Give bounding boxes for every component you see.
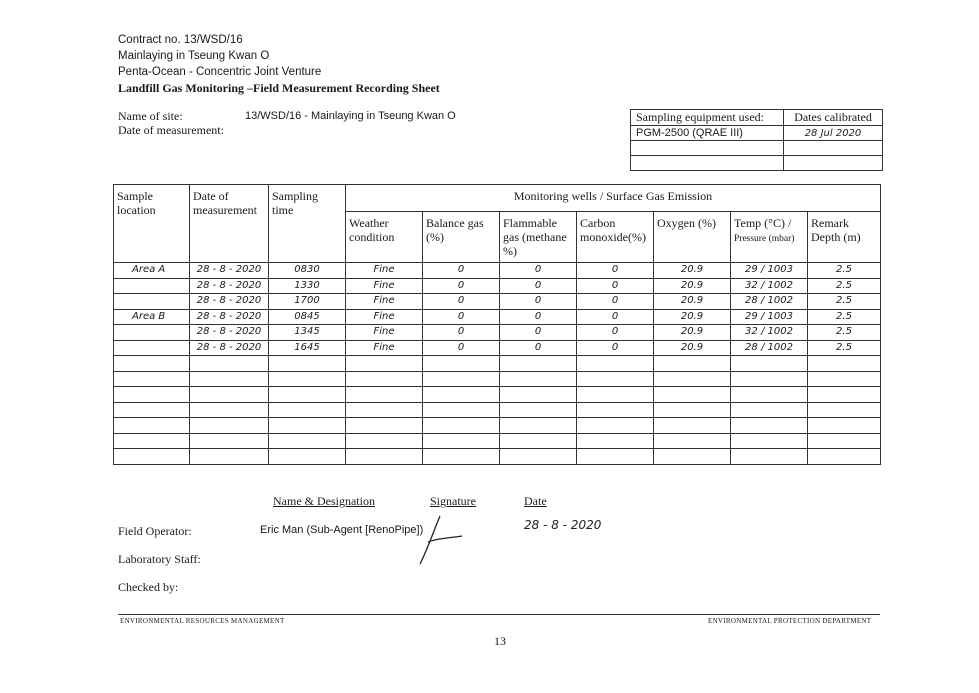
cell-loc xyxy=(114,387,190,403)
cell-balance: 0 xyxy=(423,340,500,356)
table-row xyxy=(114,356,881,372)
cell-tp: 32 / 1002 xyxy=(731,278,808,294)
cell-depth: 2.5 xyxy=(808,278,881,294)
cell-loc xyxy=(114,278,190,294)
cell-weather xyxy=(346,356,423,372)
cell-time xyxy=(269,402,346,418)
cell-o2 xyxy=(654,387,731,403)
cell-depth: 2.5 xyxy=(808,325,881,341)
handwritten-signature xyxy=(410,508,470,568)
cell-flam: 0 xyxy=(500,294,577,310)
date-of-measurement-label: Date of measurement: xyxy=(118,123,224,137)
cell-depth: 2.5 xyxy=(808,294,881,310)
equipment-item: PGM-2500 (QRAE III) xyxy=(631,126,784,141)
cell-o2: 20.9 xyxy=(654,294,731,310)
cell-time xyxy=(269,387,346,403)
cell-balance: 0 xyxy=(423,309,500,325)
sheet-title: Landfill Gas Monitoring –Field Measurement Recording Sheet xyxy=(118,81,440,95)
cell-co xyxy=(577,387,654,403)
cell-weather: Fine xyxy=(346,263,423,279)
cell-o2 xyxy=(654,402,731,418)
cell-time xyxy=(269,418,346,434)
cell-weather: Fine xyxy=(346,294,423,310)
table-row xyxy=(114,278,881,294)
cell-loc xyxy=(114,402,190,418)
cell-loc: Area B xyxy=(114,309,190,325)
cell-time: 1645 xyxy=(269,340,346,356)
table-row xyxy=(114,340,881,356)
cell-time xyxy=(269,356,346,372)
cell-o2: 20.9 xyxy=(654,263,731,279)
cell-balance: 0 xyxy=(423,294,500,310)
table-row xyxy=(114,433,881,449)
name-designation-heading: Name & Designation xyxy=(273,494,375,508)
cell-depth xyxy=(808,449,881,465)
page-number: 13 xyxy=(494,634,506,648)
cell-tp xyxy=(731,356,808,372)
cell-loc xyxy=(114,449,190,465)
col-temp-pressure xyxy=(731,212,808,263)
cell-date xyxy=(190,402,269,418)
cell-depth: 2.5 xyxy=(808,340,881,356)
depth-label: Depth (m) xyxy=(811,230,861,244)
field-operator-name: Eric Man (Sub-Agent [RenoPipe]) xyxy=(260,524,424,536)
contractor-name: Penta-Ocean - Concentric Joint Venture xyxy=(118,66,322,78)
equipment-table xyxy=(630,109,883,171)
field-operator-date: 28 - 8 - 2020 xyxy=(524,518,602,532)
cell-date xyxy=(190,449,269,465)
cell-balance xyxy=(423,449,500,465)
cell-loc xyxy=(114,340,190,356)
cell-tp xyxy=(731,402,808,418)
cell-balance: 0 xyxy=(423,325,500,341)
cell-co: 0 xyxy=(577,294,654,310)
cell-flam xyxy=(500,402,577,418)
cell-loc: Area A xyxy=(114,263,190,279)
cell-flam: 0 xyxy=(500,340,577,356)
cell-tp: 29 / 1003 xyxy=(731,309,808,325)
cell-time: 1330 xyxy=(269,278,346,294)
cell-time xyxy=(269,433,346,449)
site-name-value: 13/WSD/16 - Mainlaying in Tseung Kwan O xyxy=(245,110,456,122)
cell-weather xyxy=(346,371,423,387)
cell-flam xyxy=(500,449,577,465)
cell-flam: 0 xyxy=(500,278,577,294)
table-row xyxy=(114,294,881,310)
cell-loc xyxy=(114,433,190,449)
equipment-empty-cell xyxy=(631,156,784,171)
cell-weather xyxy=(346,402,423,418)
cell-weather: Fine xyxy=(346,309,423,325)
cell-loc xyxy=(114,356,190,372)
table-row xyxy=(114,263,881,279)
cell-weather xyxy=(346,433,423,449)
cell-date: 28 - 8 - 2020 xyxy=(190,325,269,341)
cell-time xyxy=(269,449,346,465)
cell-loc xyxy=(114,294,190,310)
cell-loc xyxy=(114,371,190,387)
laboratory-staff-label: Laboratory Staff: xyxy=(118,552,201,566)
cell-co: 0 xyxy=(577,263,654,279)
cell-depth: 2.5 xyxy=(808,263,881,279)
cell-co xyxy=(577,418,654,434)
cell-balance: 0 xyxy=(423,263,500,279)
cell-balance xyxy=(423,402,500,418)
cell-o2: 20.9 xyxy=(654,325,731,341)
calibration-date: 28 Jul 2020 xyxy=(784,126,883,141)
cell-loc xyxy=(114,418,190,434)
signature-heading: Signature xyxy=(430,494,476,508)
cell-depth: 2.5 xyxy=(808,309,881,325)
pressure-label: Pressure (mbar) xyxy=(734,234,795,244)
cell-depth xyxy=(808,418,881,434)
table-row xyxy=(114,449,881,465)
cell-co: 0 xyxy=(577,340,654,356)
cell-o2 xyxy=(654,418,731,434)
cell-tp xyxy=(731,387,808,403)
cell-flam xyxy=(500,356,577,372)
site-name-label: Name of site: xyxy=(118,109,183,123)
cell-tp: 28 / 1002 xyxy=(731,294,808,310)
cell-time: 1700 xyxy=(269,294,346,310)
cell-tp: 29 / 1003 xyxy=(731,263,808,279)
col-sampling-time: Sampling time xyxy=(269,185,346,263)
cell-time: 0830 xyxy=(269,263,346,279)
cell-depth xyxy=(808,433,881,449)
col-group-monitoring: Monitoring wells / Surface Gas Emission xyxy=(346,185,881,212)
measurement-table xyxy=(113,184,881,465)
cell-tp xyxy=(731,371,808,387)
cell-date: 28 - 8 - 2020 xyxy=(190,278,269,294)
cell-time: 0845 xyxy=(269,309,346,325)
cell-co: 0 xyxy=(577,309,654,325)
cell-o2: 20.9 xyxy=(654,340,731,356)
equipment-header: Sampling equipment used: xyxy=(631,110,784,126)
cell-depth xyxy=(808,356,881,372)
cell-balance xyxy=(423,418,500,434)
footer-divider xyxy=(118,614,880,615)
table-row xyxy=(114,402,881,418)
cell-depth xyxy=(808,371,881,387)
cell-depth xyxy=(808,387,881,403)
col-flammable-gas: Flammable gas (methane %) xyxy=(500,212,577,263)
table-row xyxy=(114,418,881,434)
cell-o2: 20.9 xyxy=(654,278,731,294)
cell-loc xyxy=(114,325,190,341)
col-remark xyxy=(808,212,881,263)
cell-balance xyxy=(423,387,500,403)
cell-balance xyxy=(423,433,500,449)
cell-date: 28 - 8 - 2020 xyxy=(190,263,269,279)
temp-label: Temp (°C) / xyxy=(734,216,792,230)
cell-weather xyxy=(346,418,423,434)
col-carbon-monoxide: Carbon monoxide(%) xyxy=(577,212,654,263)
cell-co xyxy=(577,433,654,449)
cell-weather xyxy=(346,449,423,465)
cell-time xyxy=(269,371,346,387)
cell-weather xyxy=(346,387,423,403)
cell-flam xyxy=(500,418,577,434)
table-row xyxy=(114,371,881,387)
cell-date: 28 - 8 - 2020 xyxy=(190,294,269,310)
cell-balance xyxy=(423,371,500,387)
col-balance-gas: Balance gas (%) xyxy=(423,212,500,263)
cell-flam: 0 xyxy=(500,309,577,325)
col-sample-location: Sample location xyxy=(114,185,190,263)
cell-date xyxy=(190,356,269,372)
table-row xyxy=(114,387,881,403)
cell-o2 xyxy=(654,449,731,465)
cell-date: 28 - 8 - 2020 xyxy=(190,309,269,325)
cell-time: 1345 xyxy=(269,325,346,341)
cell-flam xyxy=(500,387,577,403)
checked-by-label: Checked by: xyxy=(118,580,179,594)
field-operator-label: Field Operator: xyxy=(118,524,192,538)
cell-date xyxy=(190,387,269,403)
cell-tp: 28 / 1002 xyxy=(731,340,808,356)
cell-o2: 20.9 xyxy=(654,309,731,325)
cell-date xyxy=(190,371,269,387)
cell-co xyxy=(577,402,654,418)
col-date-of-measurement: Date of measurement xyxy=(190,185,269,263)
calibrated-header: Dates calibrated xyxy=(784,110,883,126)
cell-co: 0 xyxy=(577,278,654,294)
equipment-empty-cell xyxy=(784,141,883,156)
cell-co xyxy=(577,371,654,387)
equipment-empty-cell xyxy=(784,156,883,171)
contract-number: Contract no. 13/WSD/16 xyxy=(118,34,243,46)
equipment-empty-cell xyxy=(631,141,784,156)
cell-weather: Fine xyxy=(346,340,423,356)
cell-tp xyxy=(731,449,808,465)
cell-date xyxy=(190,433,269,449)
cell-o2 xyxy=(654,356,731,372)
cell-o2 xyxy=(654,433,731,449)
cell-o2 xyxy=(654,371,731,387)
cell-flam: 0 xyxy=(500,325,577,341)
footer-right: ENVIRONMENTAL PROTECTION DEPARTMENT xyxy=(708,617,872,625)
cell-tp xyxy=(731,418,808,434)
cell-co: 0 xyxy=(577,325,654,341)
col-oxygen: Oxygen (%) xyxy=(654,212,731,263)
cell-weather: Fine xyxy=(346,325,423,341)
remark-label: Remark xyxy=(811,216,849,230)
table-row xyxy=(114,325,881,341)
cell-depth xyxy=(808,402,881,418)
cell-balance xyxy=(423,356,500,372)
date-heading: Date xyxy=(524,494,547,508)
table-row xyxy=(114,309,881,325)
project-name: Mainlaying in Tseung Kwan O xyxy=(118,50,270,62)
footer-left: ENVIRONMENTAL RESOURCES MANAGEMENT xyxy=(120,617,285,625)
cell-tp xyxy=(731,433,808,449)
cell-weather: Fine xyxy=(346,278,423,294)
cell-balance: 0 xyxy=(423,278,500,294)
cell-flam xyxy=(500,433,577,449)
cell-flam: 0 xyxy=(500,263,577,279)
cell-date: 28 - 8 - 2020 xyxy=(190,340,269,356)
cell-date xyxy=(190,418,269,434)
cell-co xyxy=(577,356,654,372)
cell-tp: 32 / 1002 xyxy=(731,325,808,341)
col-weather: Weather condition xyxy=(346,212,423,263)
cell-flam xyxy=(500,371,577,387)
cell-co xyxy=(577,449,654,465)
